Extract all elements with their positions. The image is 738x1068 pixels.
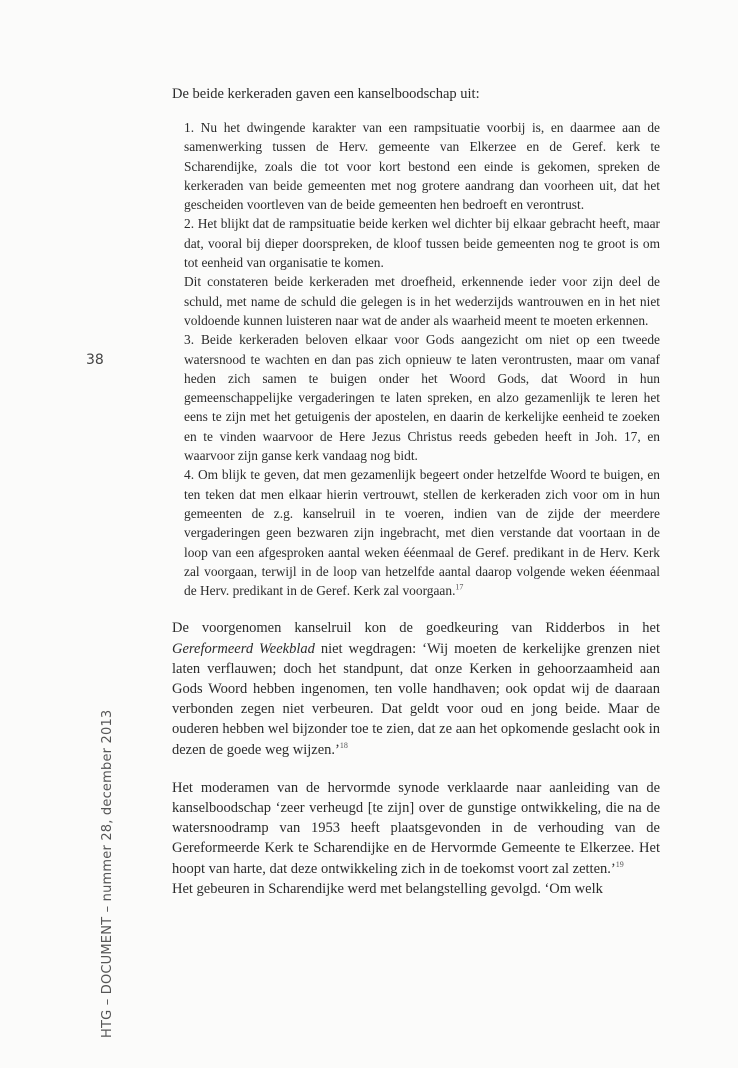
quote-point-4 (184, 465, 660, 600)
ridderbos-text-b: niet wegdragen: ‘Wij moeten de kerkelijke grenzen niet laten verflauwen; doch het standpunt, dat onze Kerken in gehoorzaamheid aan Gods Woord hebben ingenomen, ten volle handhaven; ook opdat wij de daaraan verbonden zegen niet verbeuren. Dat geldt voor oud en jong beide. Maar de ouderen hebben wel bijzonder toe te zien, dat ze aan het opkomende geslacht ook in dezen de goede weg wijzen.’ (172, 640, 660, 758)
quote-point-3: 3. Beide kerkeraden beloven elkaar voor Gods aangezicht om niet op een tweede watersnood te wachten en dan pas zich opnieuw te laten verontrusten, maar om vanaf heden zich samen te buigen onder het Woord Gods, dat Woord in hun gemeenschappelijke vergaderingen te laten spreken, en alzo gezamenlijk te leren het eens te zijn met het getuigenis der apostelen, en daarin de kerkelijke eenheid te zoeken en te vinden waarvoor de Here Jezus Christus reeds gebeden heeft in Joh. 17, en waarvoor zijn ganse kerk vandaag nog bidt. (184, 332, 660, 464)
scharendijke-paragraph: Het gebeuren in Scharendijke werd met belangstelling gevolgd. ‘Om welk (172, 880, 603, 897)
ridderbos-paragraph (172, 618, 660, 759)
footnote-ref-19: 19 (615, 859, 624, 869)
quote-point-2: 2. Het blijkt dat de rampsituatie beide kerken wel dichter bij elkaar gebracht heeft, maar dat, vooral bij dieper doorspreken, de kloof tussen beide gemeenten nog te groot is om tot eenheid van organisatie te komen. (184, 216, 660, 271)
quote-continuation: Dit constateren beide kerkeraden met droefheid, erkennende ieder voor zijn deel de schuld, met name de schuld die gelegen is in het wederzijds wantrouwen en in het niet voldoende kunnen luisteren naar wat de ander als waarheid meent te moeten erkennen. (184, 274, 660, 328)
ridderbos-text-a: De voorgenomen kanselruil kon de goedkeuring van Ridderbos in het (172, 620, 660, 637)
moderamen-text: Het moderamen van de hervormde synode verklaarde naar aanleiding van de kanselboodschap ‘zeer verheugd [te zijn] over de gunstige ontwikkeling, die na de watersnoodramp van 1953 heeft plaatsgevonden in de verhouding van de Gereformeerde Kerk te Scharendijke en de Hervormde Gemeente te Elkerzee. Het hoopt van harte, dat deze ontwikkeling zich in de toekomst voort zal zetten.’ (172, 779, 660, 877)
publication-title: Gereformeerd Weekblad (172, 640, 315, 657)
intro-paragraph: De beide kerkeraden gaven een kanselboodschap uit: (172, 86, 480, 102)
running-footer: HTG – DOCUMENT – nummer 28, december 2013 (100, 709, 115, 1038)
main-content (172, 84, 660, 899)
footnote-ref-17: 17 (455, 582, 464, 592)
quote-point-1: 1. Nu het dwingende karakter van een rampsituatie voorbij is, en daarmee aan de samenwerking tussen de Herv. gemeente van Elkerzee en de Geref. kerk te Scharendijke, zoals die tot voor kort bestond een einde is gekomen, spreken de kerkeraden van beide gemeenten met nog grotere aandrang dan voorheen uit, dat het gescheiden voortleven van de beide gemeenten hen bedroeft en verontrust. (184, 120, 660, 213)
moderamen-paragraph (172, 778, 660, 879)
kanselboodschap-quote (184, 118, 660, 600)
body-text (172, 618, 660, 899)
footnote-ref-18: 18 (339, 740, 348, 750)
quote-point-4-text: 4. Om blijk te geven, dat men gezamenlijk begeert onder hetzelfde Woord te buigen, en ten teken dat men elkaar hierin vertrouwt, stellen de kerkeraden zich voor om in hun gemeenten de z.g. kanselruil in te voeren, indien van de zijde der meerdere vergaderingen geen bezwaren zijn ingebracht, met dien verstande dat voortaan in de loop van een afgesproken aantal weken ééenmaal de Geref. predikant in de Herv. Kerk zal voorgaan, terwijl in de loop van hetzelfde aantal daarop volgende weken ééenmaal de Herv. predikant in de Geref. Kerk zal voorgaan. (184, 467, 660, 599)
page-number: 38 (86, 352, 104, 368)
